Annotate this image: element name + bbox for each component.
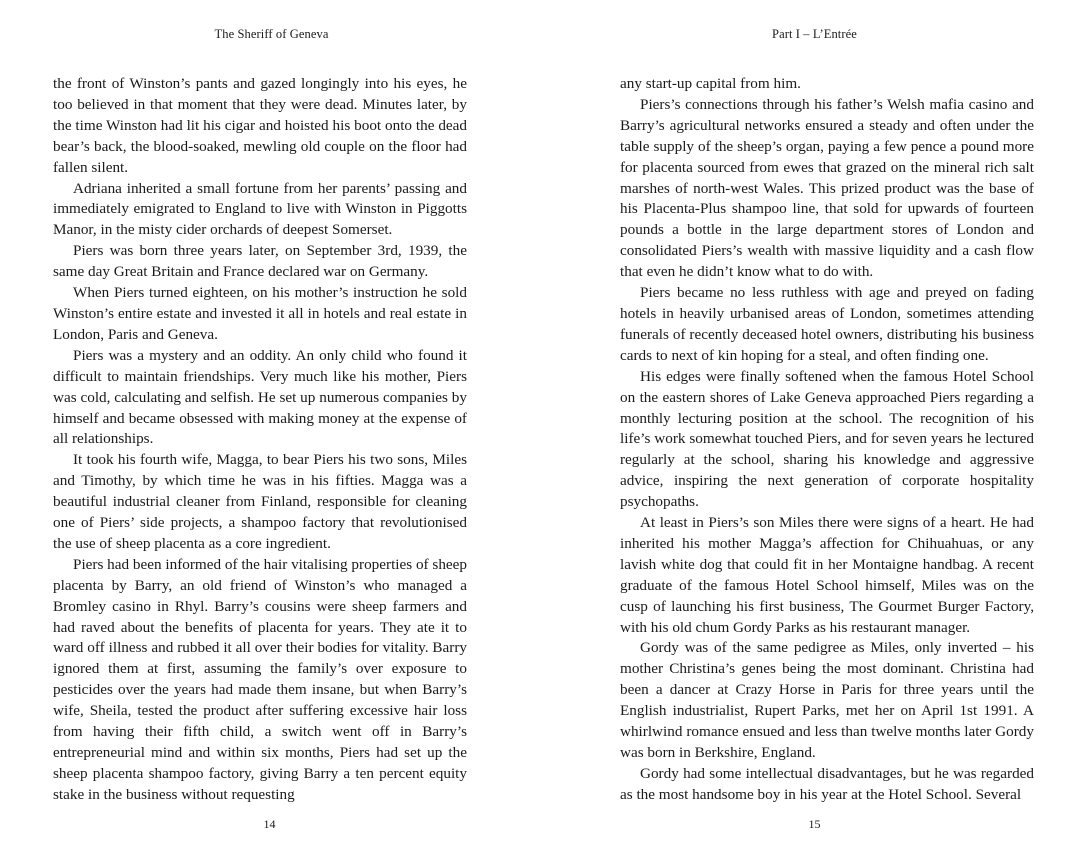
paragraph: Piers became no less ruthless with age and preyed on fading hotels in heavily urbanised areas of London, sometimes attending funerals of recently deceased hotel owners, distributing his business cards to next of kin hoping for a steal, and often finding one. <box>620 284 1034 364</box>
right-page-body <box>620 74 1034 806</box>
paragraph: any start-up capital from him. <box>620 75 801 92</box>
paragraph: Piers was born three years later, on September 3rd, 1939, the same day Great Britain and France declared war on Germany. <box>53 242 467 281</box>
paragraph: When Piers turned eighteen, on his mother’s instruction he sold Winston’s entire estate and invested it all in hotels and real estate in London, Paris and Geneva. <box>53 284 467 343</box>
page-number: 14 <box>263 817 276 831</box>
paragraph: His edges were finally softened when the famous Hotel School on the eastern shores of Lake Geneva approached Piers regarding a monthly lecturing position at the school. The recognition of his life’s work somewhat touched Piers, and for seven years he lectured regularly at the school, sharing his knowledge and aggressive advice, inspiring the next generation of corporate hospitality psychopaths. <box>620 367 1034 511</box>
paragraph: At least in Piers’s son Miles there were signs of a heart. He had inherited his mother Magga’s affection for Chihuahuas, or any lavish white dog that could fit in her Montaigne handbag. A recent graduate of the famous Hotel School himself, Miles was on the cusp of launching his first business, The Gourmet Burger Factory, with his old chum Gordy Parks as his restaurant manager. <box>620 514 1034 636</box>
paragraph: Adriana inherited a small fortune from her parents’ passing and immediately emigrated to England to live with Winston in Piggotts Manor, in the misty cider orchards of deepest Somerset. <box>53 179 467 239</box>
paragraph: It took his fourth wife, Magga, to bear Piers his two sons, Miles and Timothy, by which time he was in his fifties. Magga was a beautiful industrial cleaner from Finland, responsible for cleaning one of Piers’ side projects, a shampoo factory that revolutionised the use of sheep placenta as a core ingredient. <box>53 451 467 552</box>
paragraph: Piers’s connections through his father’s Welsh mafia casino and Barry’s agricultural networks ensured a steady and often under the table supply of the sheep’s organ, paying a few pence a pound more for placenta sourced from ewes that grazed on the mineral rich salt marshes of north-west Wales. This prized product was the base of his Placenta-Plus shampoo line, that sold for upwards of fourteen pounds a bottle in the large department stores of London and consolidated Piers’s wealth with massive liquidity and a cash flow that even he didn’t know what to do with. <box>620 95 1034 281</box>
running-head-part-title: Part I – L’Entrée <box>772 27 857 41</box>
paragraph: the front of Winston’s pants and gazed longingly into his eyes, he too believed in that moment that they were dead. Minutes later, by the time Winston had lit his cigar and hoisted his boot onto the dead bear’s back, the blood-soaked, mewling old couple on the floor had fallen silent. <box>53 75 467 176</box>
paragraph: Gordy was of the same pedigree as Miles, only inverted – his mother Christina’s genes being the most dominant. Christina had been a dancer at Crazy Horse in Paris for three years until the English industrialist, Rupert Parks, met her on April 1st 1991. A whirlwind romance ensued and less than twelve months later Gordy was born in Berkshire, England. <box>620 639 1034 761</box>
paragraph: Gordy had some intellectual disadvantages, but he was regarded as the most handsome boy in his year at the Hotel School. Several <box>620 764 1034 803</box>
right-page <box>543 0 1086 850</box>
page-number: 15 <box>808 817 821 831</box>
running-head-book-title: The Sheriff of Geneva <box>214 27 329 41</box>
left-page-body <box>53 74 467 806</box>
paragraph: Piers was a mystery and an oddity. An only child who found it difficult to maintain friendships. Very much like his mother, Piers was cold, calculating and selfish. He set up numerous companies by himself and became obsessed with making money at the expense of all relationships. <box>53 346 467 448</box>
paragraph: Piers had been informed of the hair vitalising properties of sheep placenta by Barry, an old friend of Winston’s who managed a Bromley casino in Rhyl. Barry’s cousins were sheep farmers and had raved about the benefits of placenta for years. They ate it to ward off illness and rubbed it all over their bodies for vitality. Barry ignored them at first, assuming the family’s over exposure to pesticides over the years had made them insane, but when Barry’s wife, Sheila, tested the product after suffering excessive hair loss from having their fifth child, a switch went off in Barry’s entrepreneurial mind and within six months, Piers had set up the sheep placenta shampoo factory, giving Barry a ten percent equity stake in the business without requesting <box>53 555 467 803</box>
left-page <box>0 0 543 850</box>
